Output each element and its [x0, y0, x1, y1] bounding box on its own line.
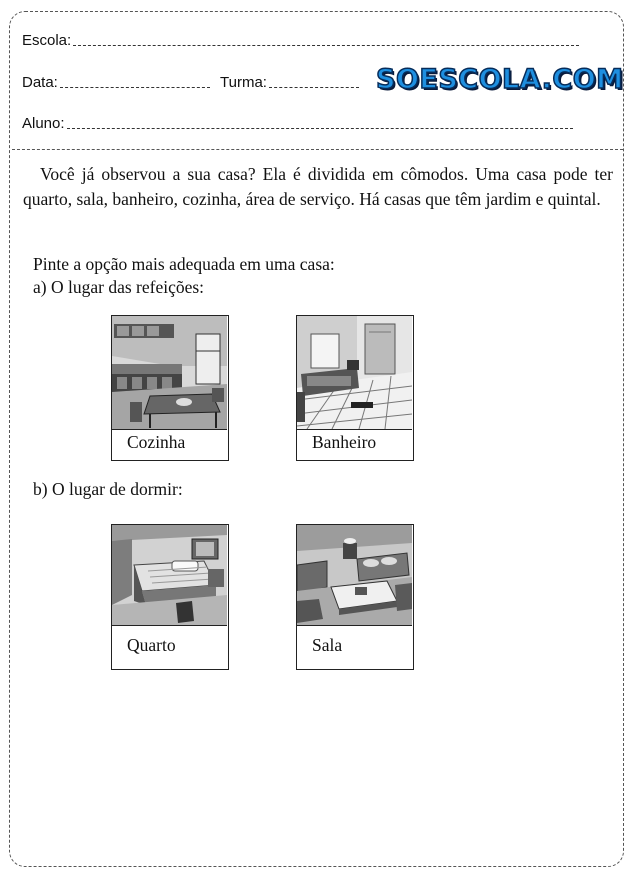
option-label-bedroom: Quarto [127, 635, 176, 655]
class-input-line[interactable] [269, 87, 359, 88]
kitchen-illustration-icon [112, 316, 227, 430]
date-field [22, 74, 210, 91]
school-label: Escola: [22, 32, 72, 49]
header-separator [12, 149, 623, 150]
intro-text: Você já observou a sua casa? Ela é dividida em cômodos. Uma casa pode ter quarto, sala, banheiro, cozinha, área de serviço. Há casas que têm jardim e quintal. [23, 164, 613, 209]
school-field [22, 32, 579, 49]
soescola-logo: SOESCOLA.COM [376, 64, 624, 95]
instruction-text: Pinte a opção mais adequada em uma casa: [33, 254, 335, 274]
date-input-line[interactable] [60, 87, 210, 88]
option-card-kitchen[interactable] [111, 315, 229, 461]
student-label: Aluno: [22, 115, 65, 132]
question-b-prompt: b) O lugar de dormir: [33, 479, 183, 499]
option-card-living-room[interactable] [296, 524, 414, 670]
student-field [22, 115, 573, 132]
option-card-bedroom[interactable] [111, 524, 229, 670]
bedroom-illustration-icon [112, 525, 227, 626]
question-a-prompt: a) O lugar das refeições: [33, 277, 205, 297]
option-label-kitchen: Cozinha [127, 432, 186, 452]
school-input-line[interactable] [73, 45, 579, 46]
option-label-bathroom: Banheiro [312, 432, 377, 452]
option-card-bathroom[interactable] [296, 315, 414, 461]
student-input-line[interactable] [67, 128, 573, 129]
class-label: Turma: [220, 74, 267, 91]
bathroom-illustration-icon [297, 316, 412, 430]
intro-paragraph [23, 162, 613, 211]
living-room-illustration-icon [297, 525, 412, 626]
date-label: Data: [22, 74, 58, 91]
class-field [220, 74, 359, 91]
option-label-living-room: Sala [312, 635, 343, 655]
